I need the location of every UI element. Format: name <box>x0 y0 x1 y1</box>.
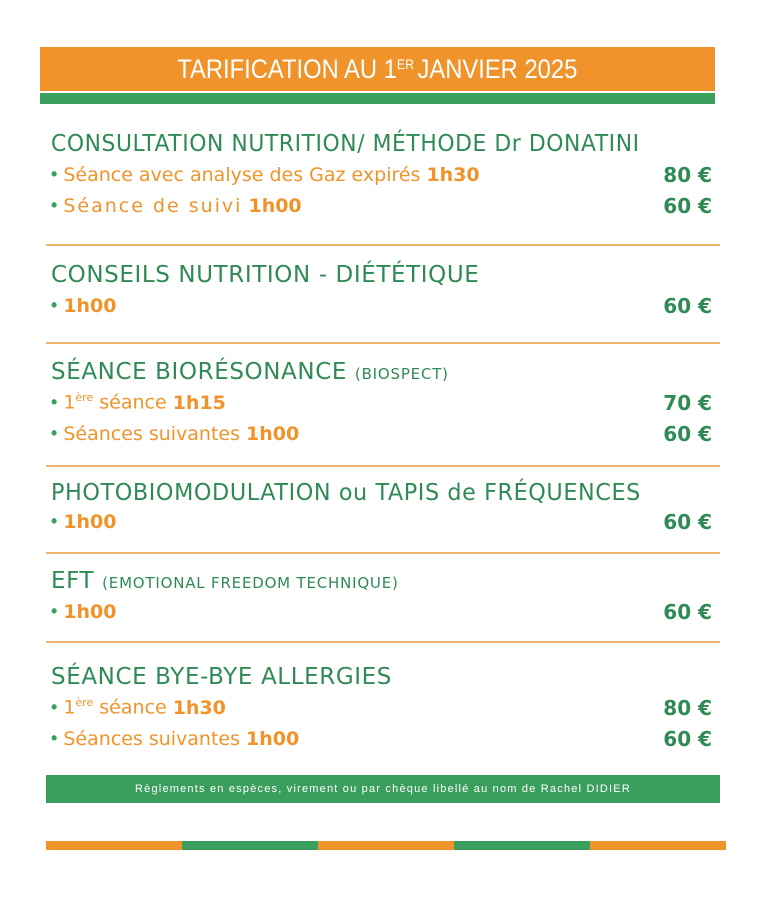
row-label-number: 1 <box>63 391 76 414</box>
section-title-main: SÉANCE BIORÉSONANCE <box>51 359 347 385</box>
title-suffix: JANVIER 2025 <box>417 53 578 84</box>
payment-note <box>46 775 720 803</box>
row-label: Séance de suivi <box>63 194 243 217</box>
row-label <box>63 696 166 718</box>
stripe-green <box>182 841 318 850</box>
section-title-note: (BIOSPECT) <box>354 365 449 383</box>
bullet-icon: • <box>51 601 58 621</box>
price-row <box>51 190 716 221</box>
section-divider <box>46 552 720 554</box>
row-label-superscript: ère <box>75 391 94 405</box>
section-consultation-nutrition <box>51 131 716 221</box>
row-duration: 1h00 <box>248 194 302 217</box>
section-eft <box>51 568 716 627</box>
row-duration: 1h00 <box>63 294 117 317</box>
row-label-text: séance <box>99 696 167 719</box>
bullet-icon: • <box>51 295 58 315</box>
section-bioresonance <box>51 359 716 449</box>
row-label: Séances suivantes <box>63 422 241 445</box>
row-duration: 1h00 <box>246 727 300 750</box>
section-title: PHOTOBIOMODULATION ou TAPIS de FRÉQUENCES <box>51 480 641 506</box>
price-row <box>51 159 716 190</box>
price-row <box>51 723 716 754</box>
bullet-icon: • <box>51 728 58 748</box>
price-row <box>51 506 716 537</box>
row-label-number: 1 <box>63 696 76 719</box>
bullet-icon: • <box>51 392 58 412</box>
price-row <box>51 418 716 449</box>
row-label-superscript: ère <box>75 696 94 710</box>
page-title-banner <box>40 47 715 91</box>
section-divider <box>46 244 720 246</box>
stripe-orange <box>590 841 726 850</box>
bullet-icon: • <box>51 195 58 215</box>
bullet-icon: • <box>51 697 58 717</box>
header-accent-bar <box>40 93 715 104</box>
price-row <box>51 290 716 321</box>
section-title <box>51 359 716 385</box>
row-price: 60 € <box>663 193 712 218</box>
price-row <box>51 692 716 723</box>
row-duration: 1h30 <box>426 163 480 186</box>
row-duration: 1h00 <box>63 510 117 533</box>
price-row <box>51 387 716 418</box>
bullet-icon: • <box>51 164 58 184</box>
row-label: Séance avec analyse des Gaz expirés <box>63 163 421 186</box>
stripe-green <box>454 841 590 850</box>
row-price: 60 € <box>663 599 712 624</box>
title-prefix: TARIFICATION AU 1 <box>177 53 398 84</box>
section-title-main: EFT <box>51 568 95 594</box>
row-price: 80 € <box>663 695 712 720</box>
row-duration: 1h30 <box>172 696 226 719</box>
row-label <box>63 391 166 413</box>
row-price: 60 € <box>663 509 712 534</box>
decorative-stripes <box>46 841 726 850</box>
row-price: 80 € <box>663 162 712 187</box>
page-title <box>177 54 577 85</box>
row-label-text: séance <box>99 391 167 414</box>
stripe-orange <box>318 841 454 850</box>
payment-note-text: Règlements en espèces, virement ou par chèque libellé au nom de Rachel DIDIER <box>135 783 631 795</box>
section-bye-bye-allergies <box>51 664 716 754</box>
row-price: 60 € <box>663 421 712 446</box>
section-title: SÉANCE BYE-BYE ALLERGIES <box>51 664 392 690</box>
row-duration: 1h00 <box>63 600 117 623</box>
price-row <box>51 596 716 627</box>
stripe-orange <box>46 841 182 850</box>
section-title-note: (EMOTIONAL FREEDOM TECHNIQUE) <box>102 574 399 592</box>
section-title: CONSEILS NUTRITION - DIÉTÉTIQUE <box>51 262 480 288</box>
section-divider <box>46 641 720 643</box>
section-conseils-nutrition <box>51 262 716 321</box>
row-price: 60 € <box>663 726 712 751</box>
bullet-icon: • <box>51 423 58 443</box>
row-price: 70 € <box>663 390 712 415</box>
section-title <box>51 568 716 594</box>
row-duration: 1h15 <box>172 391 226 414</box>
row-price: 60 € <box>663 293 712 318</box>
section-divider <box>46 342 720 344</box>
section-photobiomodulation <box>51 480 716 537</box>
row-duration: 1h00 <box>246 422 300 445</box>
title-superscript: ER <box>397 55 415 72</box>
section-title: CONSULTATION NUTRITION/ MÉTHODE Dr DONATINI <box>51 131 640 157</box>
section-divider <box>46 465 720 467</box>
bullet-icon: • <box>51 511 58 531</box>
row-label: Séances suivantes <box>63 727 241 750</box>
